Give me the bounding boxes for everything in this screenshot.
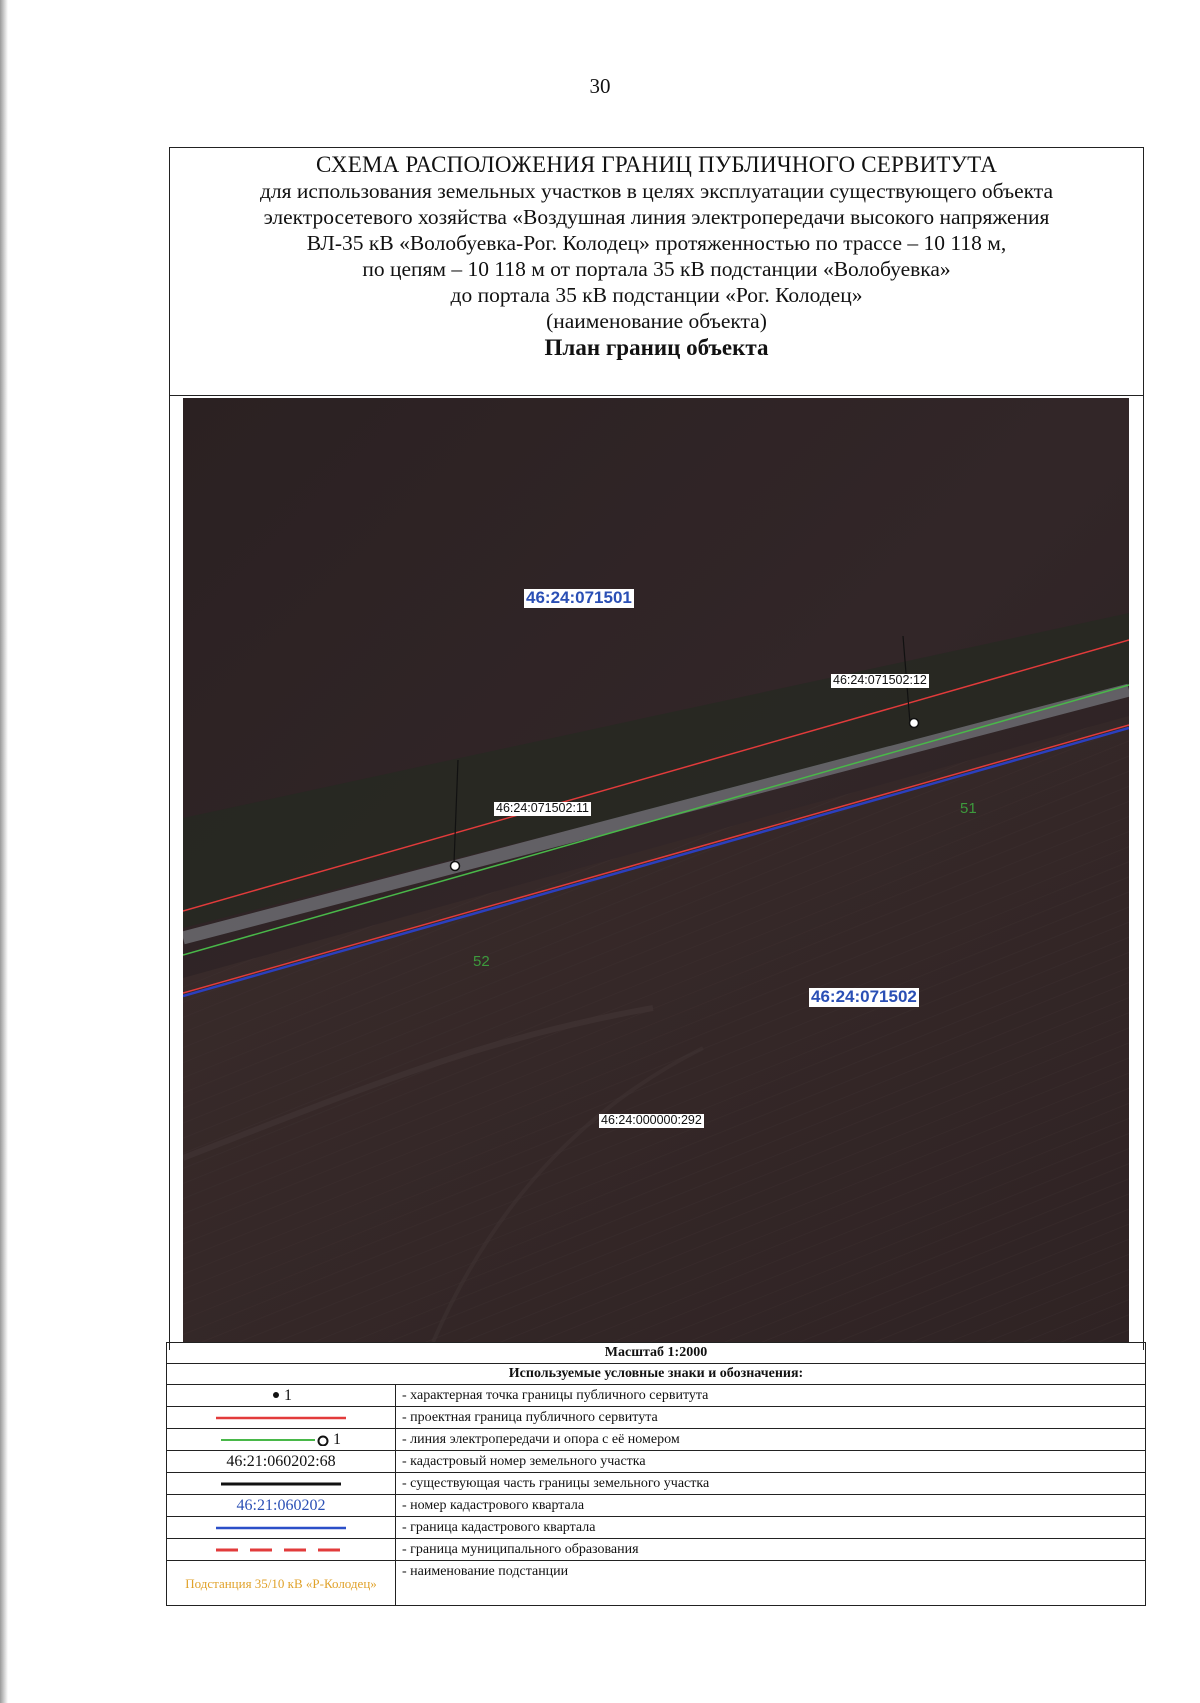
black-line-icon <box>221 1481 341 1487</box>
legend-desc-power-line: - линия электропередачи и опора с её номером <box>402 1432 680 1447</box>
legend-row-municipal-boundary <box>167 1539 1145 1561</box>
support-number-52: 52 <box>473 953 490 970</box>
legend-desc-parcel-boundary: - существующая часть границы земельного участка <box>402 1476 710 1491</box>
object-note: (наименование объекта) <box>546 309 767 333</box>
page-number: 30 <box>589 74 611 98</box>
parcel-label-071502-12: 46:24:071502:12 <box>833 673 927 687</box>
legend-symbol-block-boundary <box>167 1517 396 1538</box>
boundary-point-icon <box>270 1389 282 1403</box>
legend-row-substation <box>167 1561 1145 1605</box>
legend-header: Используемые условные знаки и обозначения: <box>167 1364 1145 1385</box>
support-point-52[interactable] <box>451 862 460 871</box>
legend-symbol-block-number: 46:21:060202 <box>167 1495 396 1516</box>
substation-name-sample: Подстанция 35/10 кВ «Р-Колодец» <box>185 1575 377 1591</box>
legend-row-block-number <box>167 1495 1145 1517</box>
parcel-label-000000-292: 46:24:000000:292 <box>601 1113 702 1127</box>
legend-row-parcel-boundary <box>167 1473 1145 1495</box>
red-dashed-line-icon <box>216 1547 346 1553</box>
legend-desc-parcel-number: - кадастровый номер земельного участка <box>402 1454 646 1469</box>
legend-symbol-substation <box>167 1561 396 1605</box>
support-number-sample: 1 <box>333 1430 341 1448</box>
legend-desc-substation: - наименование подстанции <box>402 1564 569 1579</box>
legend-symbol-servitude-boundary <box>167 1407 396 1428</box>
green-line-support-icon <box>221 1434 331 1446</box>
block-label-071502: 46:24:071502 <box>811 987 917 1006</box>
point-number-sample: 1 <box>284 1386 292 1404</box>
title-line-5: до портала 35 кВ подстанции «Рог. Колодец» <box>450 283 863 307</box>
title-block <box>169 147 1144 396</box>
support-number-51: 51 <box>960 800 977 817</box>
legend-symbol-power-line <box>167 1429 396 1450</box>
legend-symbol-point <box>167 1385 396 1406</box>
legend-desc-municipal-boundary: - граница муниципального образования <box>402 1542 639 1557</box>
title-line-2: электросетевого хозяйства «Воздушная линия электропередачи высокого напряжения <box>263 205 1050 229</box>
title-line-3: ВЛ-35 кВ «Волобуевка-Рог. Колодец» протяженностью по трассе – 10 118 м, <box>306 231 1007 255</box>
block-label-071501: 46:24:071501 <box>526 588 632 607</box>
legend-desc-block-number: - номер кадастрового квартала <box>402 1498 585 1513</box>
scan-edge <box>0 0 8 1703</box>
legend-row-point <box>167 1385 1145 1407</box>
legend-symbol-parcel-number: 46:21:060202:68 <box>167 1451 396 1472</box>
legend-row-parcel-number <box>167 1451 1145 1473</box>
legend-row-servitude-boundary <box>167 1407 1145 1429</box>
legend-desc-servitude-boundary: - проектная граница публичного сервитута <box>402 1410 658 1425</box>
legend-row-power-line <box>167 1429 1145 1451</box>
legend-desc-block-boundary: - граница кадастрового квартала <box>402 1520 596 1535</box>
plan-title: План границ объекта <box>544 335 769 360</box>
legend-table <box>166 1342 1146 1606</box>
satellite-map[interactable] <box>183 398 1129 1342</box>
title-line-4: по цепям – 10 118 м от портала 35 кВ подстанции «Волобуевка» <box>362 257 951 281</box>
legend-symbol-parcel-boundary <box>167 1473 396 1494</box>
red-line-icon <box>216 1415 346 1421</box>
schema-title: СХЕМА РАСПОЛОЖЕНИЯ ГРАНИЦ ПУБЛИЧНОГО СЕРВИТУТА <box>315 152 998 177</box>
support-point-51[interactable] <box>910 719 919 728</box>
map-layers <box>183 398 1129 1342</box>
blue-line-icon <box>216 1525 346 1531</box>
legend-symbol-municipal-boundary <box>167 1539 396 1560</box>
legend-row-block-boundary <box>167 1517 1145 1539</box>
title-line-1: для использования земельных участков в целях эксплуатации существующего объекта <box>259 179 1054 203</box>
map-scale: Масштаб 1:2000 <box>167 1343 1145 1364</box>
parcel-label-071502-11: 46:24:071502:11 <box>496 801 589 815</box>
legend-desc-point: - характерная точка границы публичного сервитута <box>402 1388 709 1403</box>
